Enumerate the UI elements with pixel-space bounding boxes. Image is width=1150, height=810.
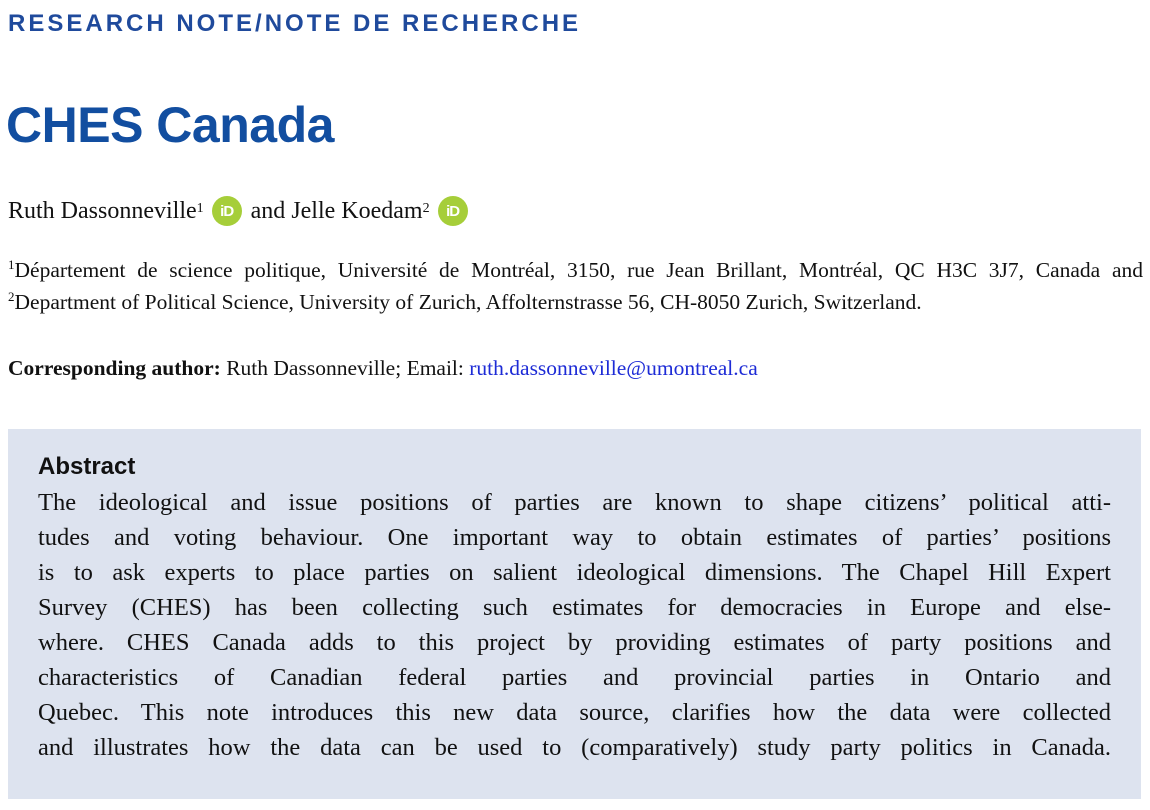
corresponding-author <box>8 356 758 381</box>
article-title: CHES Canada <box>6 97 334 153</box>
abstract-line: Quebec. This note introduces this new data source, clarifies how the data were collected <box>38 699 1111 726</box>
corresponding-text: Ruth Dassonneville; Email: <box>220 356 470 380</box>
abstract-body <box>38 485 1111 765</box>
orcid-icon[interactable]: iD <box>212 196 242 226</box>
affiliation-marker: 2 <box>8 288 15 304</box>
corresponding-label: Corresponding author: <box>8 356 221 380</box>
abstract-line: tudes and voting behaviour. One important way to obtain estimates of parties’ positions <box>38 524 1111 551</box>
abstract-line: Survey (CHES) has been collecting such estimates for democracies in Europe and else- <box>38 594 1111 621</box>
email-link[interactable]: ruth.dassonneville@umontreal.ca <box>469 356 758 380</box>
affiliation-text: Department of Political Science, University of Zurich, Affolternstrasse 56, CH-8050 Zurich, Switzerland. <box>14 290 922 314</box>
abstract-line: is to ask experts to place parties on salient ideological dimensions. The Chapel Hill Expert <box>38 559 1111 586</box>
abstract-line: where. CHES Canada adds to this project by providing estimates of party positions and <box>38 629 1111 656</box>
authors-conjunction: and <box>250 197 286 224</box>
author-line: Ruth Dassonneville $^1$ iD and Jelle Koedam $^2$ iD <box>8 196 477 226</box>
affiliation-marker: 1 <box>8 256 15 272</box>
article-type-label: RESEARCH NOTE/NOTE DE RECHERCHE <box>8 10 582 37</box>
abstract-box <box>8 429 1141 799</box>
abstract-line: and illustrates how the data can be used to (comparatively) study party politics in Canada. <box>38 734 1111 761</box>
author-name[interactable]: Ruth Dassonneville <box>8 197 197 224</box>
abstract-line: characteristics of Canadian federal parties and provincial parties in Ontario and <box>38 664 1111 691</box>
affiliations <box>8 254 1143 318</box>
orcid-icon[interactable]: iD <box>438 196 468 226</box>
abstract-line: The ideological and issue positions of parties are known to shape citizens’ political atti- <box>38 489 1111 516</box>
author-name[interactable]: Jelle Koedam <box>291 197 423 224</box>
abstract-heading: Abstract <box>38 453 136 480</box>
affiliation-text: Département de science politique, Université de Montréal, 3150, rue Jean Brillant, Montréal, QC H3C 3J7, Canada and <box>14 258 1143 282</box>
